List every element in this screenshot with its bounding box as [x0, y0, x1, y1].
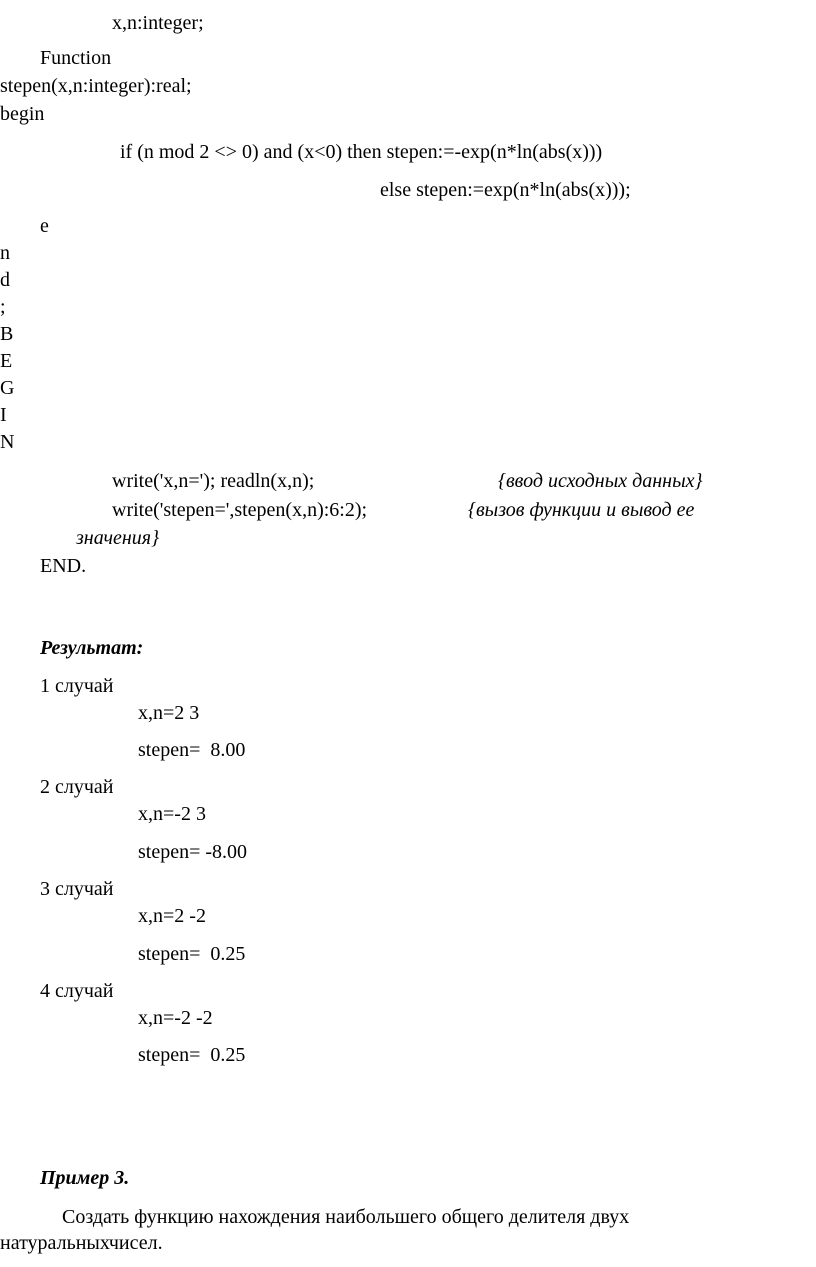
code-function-signature: stepen(x,n:integer):real;: [0, 75, 192, 97]
case-label: 2 случай: [40, 776, 114, 798]
case-input: x,n=2 -2: [138, 905, 206, 927]
case-label: 1 случай: [40, 675, 114, 697]
case-label: 4 случай: [40, 980, 114, 1002]
case-output: stepen= -8.00: [138, 841, 248, 863]
result-heading: Результат:: [40, 637, 144, 659]
code-function-keyword: Function: [40, 47, 112, 69]
code-end-keyword: END.: [40, 555, 87, 577]
code-if-line: if (n mod 2 <> 0) and (x<0) then stepen:=-exp(n*ln(abs(x))): [120, 141, 603, 163]
code-write-output: write('stepen=',stepen(x,n):6:2);: [112, 499, 368, 521]
case-input: x,n=2 3: [138, 702, 200, 724]
code-end-letter: d: [0, 269, 10, 291]
code-begin-letter: I: [0, 404, 7, 426]
code-end-letter: ;: [0, 296, 6, 318]
case-input: x,n=-2 3: [138, 803, 206, 825]
code-begin-keyword: begin: [0, 103, 45, 125]
code-begin-letter: B: [0, 323, 14, 345]
case-output: stepen= 0.25: [138, 1044, 246, 1066]
code-end-letter: n: [0, 242, 10, 264]
code-begin-letter: G: [0, 377, 15, 399]
example-text-cont: натуральныхчисел.: [0, 1232, 163, 1254]
code-else-line: else stepen:=exp(n*ln(abs(x)));: [380, 179, 631, 201]
code-comment-output-cont: значения}: [76, 527, 160, 549]
code-write-input: write('x,n='); readln(x,n);: [112, 470, 315, 492]
code-begin-letter: N: [0, 431, 15, 453]
code-comment-input: {ввод исходных данных}: [498, 470, 703, 492]
case-output: stepen= 8.00: [138, 739, 246, 761]
example-heading: Пример 3.: [40, 1167, 130, 1189]
code-comment-output: {вызов функции и вывод ее: [468, 499, 695, 521]
code-end-letter: e: [40, 215, 49, 237]
code-begin-letter: E: [0, 350, 13, 372]
case-output: stepen= 0.25: [138, 943, 246, 965]
example-text: Создать функцию нахождения наибольшего общего делителя двух: [62, 1206, 630, 1228]
case-input: x,n=-2 -2: [138, 1007, 213, 1029]
case-label: 3 случай: [40, 878, 114, 900]
code-var-decl: x,n:integer;: [112, 12, 204, 34]
